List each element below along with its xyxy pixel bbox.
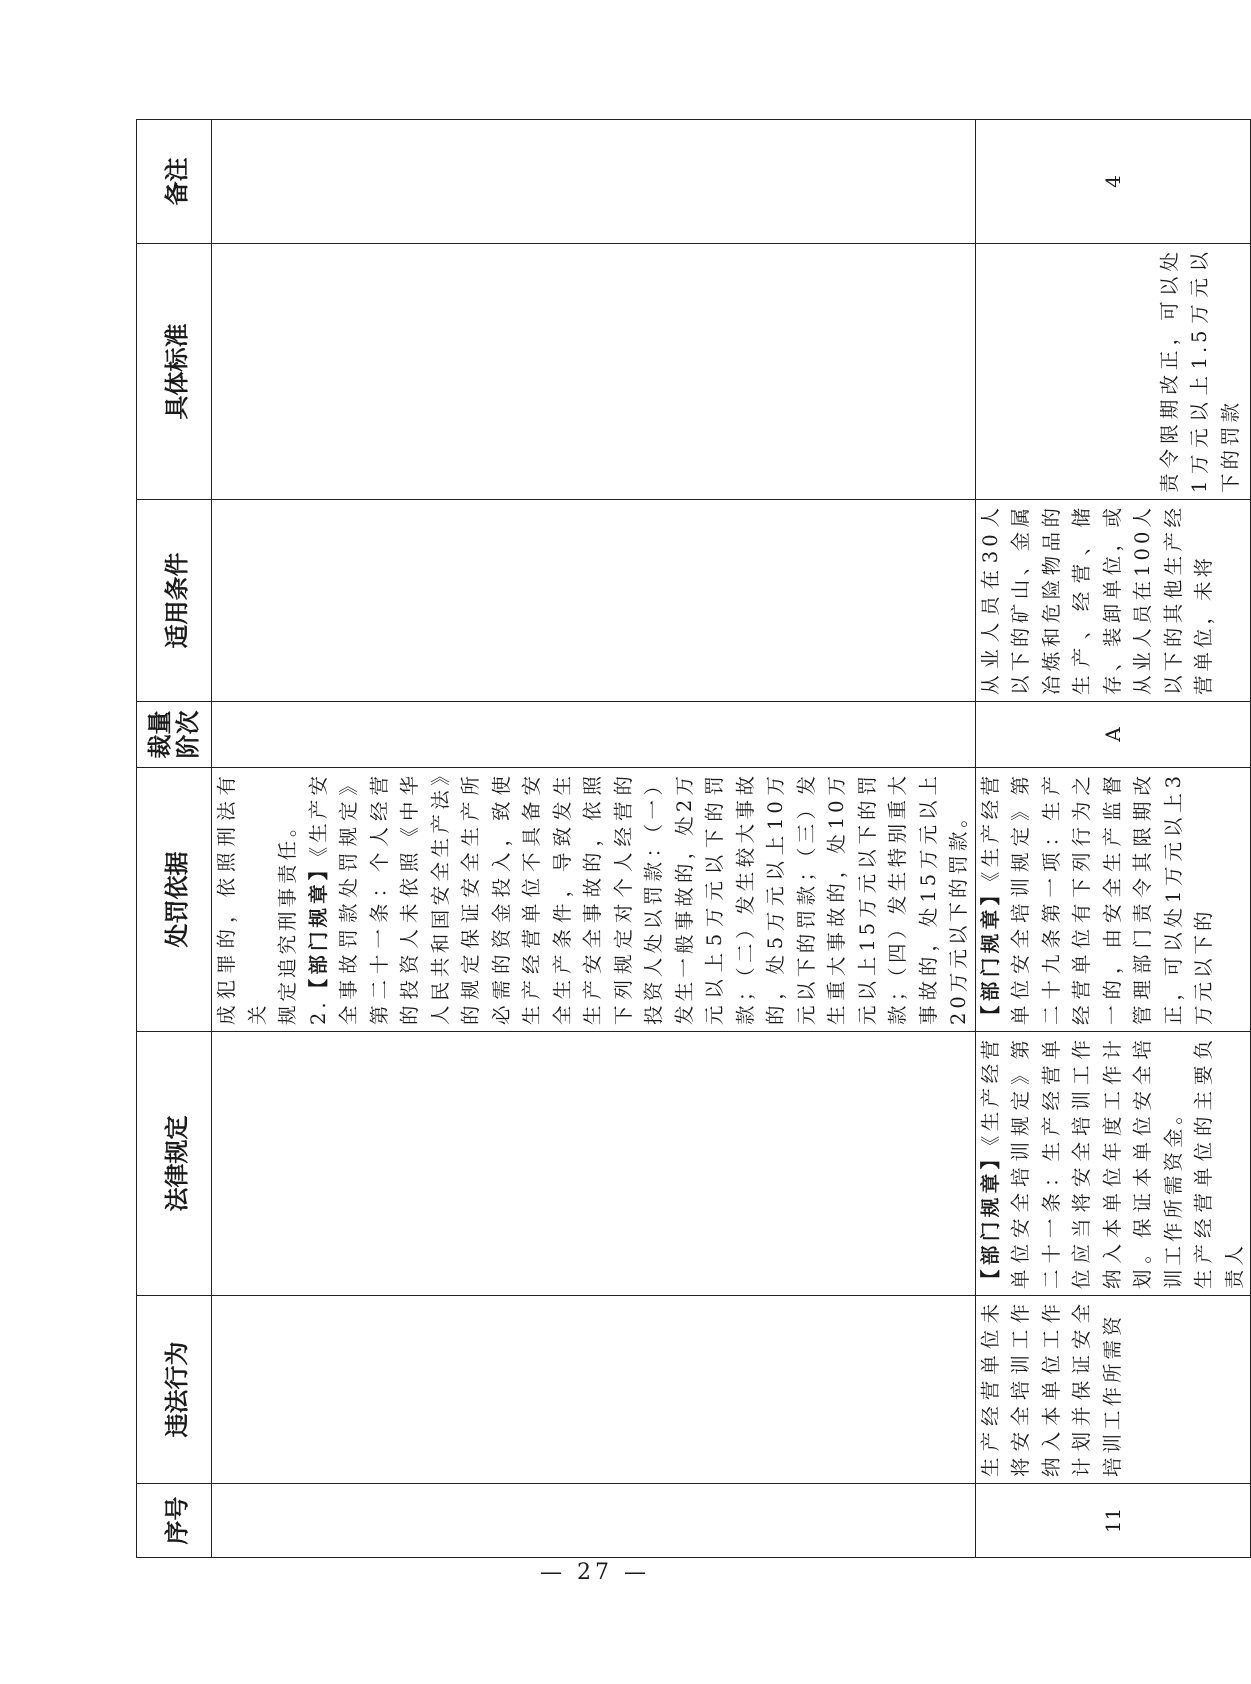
prev-basis-item2-source: 【部门规章】 [306, 856, 330, 999]
penalty-standard-table [136, 119, 1251, 1558]
standard-text: 责令限期改正，可以处1万元以上1.5万元以下的罚款 [1157, 248, 1242, 493]
condition-cell [975, 500, 1251, 702]
header-basis: 处罚依据 [137, 768, 212, 1032]
header-violation: 违法行为 [137, 1296, 212, 1484]
prev-basis-line: 规定追究刑事责任。 [276, 813, 299, 1025]
prev-violation-cell [212, 1296, 976, 1484]
law-text-block [976, 1036, 1251, 1289]
header-level [137, 702, 212, 768]
seq-cell: 11 [975, 1484, 1251, 1558]
prev-basis-item2-text: 《生产安全事故罚款处罚规定》第二十一条：个人经营的投资人未依照《中华人民共和国安全生产法》的规定保证安全生产所必需的资金投入，致使生产经营单位不具备安全生产条件，导致发生生产安全事故的，依照下列规定对个人经营的投资人处以罚款：（一）发生一般事故的，处2万元以上5万元以下的罚款；（二）发生较大事故的，处5万元以上10万元以下的罚款；（三）发生重大事故的，处10万元以上15万元以下的罚款；（四）发生特别重大事故的，处15万元以上20万元以下的罚款。 [306, 772, 970, 1025]
prev-level-cell [212, 702, 976, 768]
header-level-line2: 阶次 [174, 710, 202, 759]
prev-basis-item2-number: 2. [306, 998, 330, 1025]
header-seq: 序号 [137, 1484, 212, 1558]
basis-text: 《生产经营单位安全培训规定》第二十九条第一项：生产经营单位有下列行为之一的，由安全生产监督管理部门责令其限期改正，可以处1万元以上3万元以下的 [978, 772, 1215, 1025]
prev-standard-cell [212, 244, 976, 500]
prev-seq-cell [212, 1484, 976, 1558]
header-level-line1: 裁量 [146, 710, 174, 759]
header-remark: 备注 [137, 120, 212, 244]
prev-basis-item2 [304, 772, 975, 1025]
remark-cell: 4 [975, 120, 1251, 244]
header-law: 法律规定 [137, 1032, 212, 1296]
row-11 [975, 120, 1251, 1558]
standard-cell [975, 244, 1251, 500]
header-standard: 具体标准 [137, 244, 212, 500]
law-text: 《生产经营单位安全培训规定》第二十一条：生产经营单位应当将安全培训工作纳入本单位年度工作计划。保证本单位安全培训工作所需资金。 [978, 1036, 1185, 1289]
law-cell [975, 1032, 1251, 1296]
header-condition: 适用条件 [137, 500, 212, 702]
law-source: 【部门规章】 [978, 1145, 1002, 1289]
condition-text: 从业人员在30人以下的矿山、金属冶炼和危险物品的生产、经营、储存、装卸单位，或从业人员在100人以下的其他生产经营单位，未将 [978, 504, 1215, 695]
prev-law-cell [212, 1032, 976, 1296]
prev-basis-cell [212, 768, 976, 1032]
prev-basis-line: 成犯罪的，依照刑法有关 [215, 772, 269, 1025]
violation-cell [975, 1296, 1251, 1484]
basis-source: 【部门规章】 [978, 881, 1002, 1025]
rotated-table-container [136, 120, 1246, 1558]
continuation-row [212, 120, 976, 1558]
violation-text: 生产经营单位未将安全培训工作纳入本单位工作计划并保证安全培训工作所需资 [978, 1300, 1124, 1477]
basis-cell [975, 768, 1251, 1032]
header-row [137, 120, 212, 1558]
basis-text-block [976, 772, 1220, 1025]
level-cell: A [975, 702, 1251, 768]
page-number: — 27 — [540, 1560, 650, 1585]
law-text-continued: 生产经营单位的主要负责人 [1192, 1036, 1246, 1289]
prev-condition-cell [212, 500, 976, 702]
prev-remark-cell [212, 120, 976, 244]
